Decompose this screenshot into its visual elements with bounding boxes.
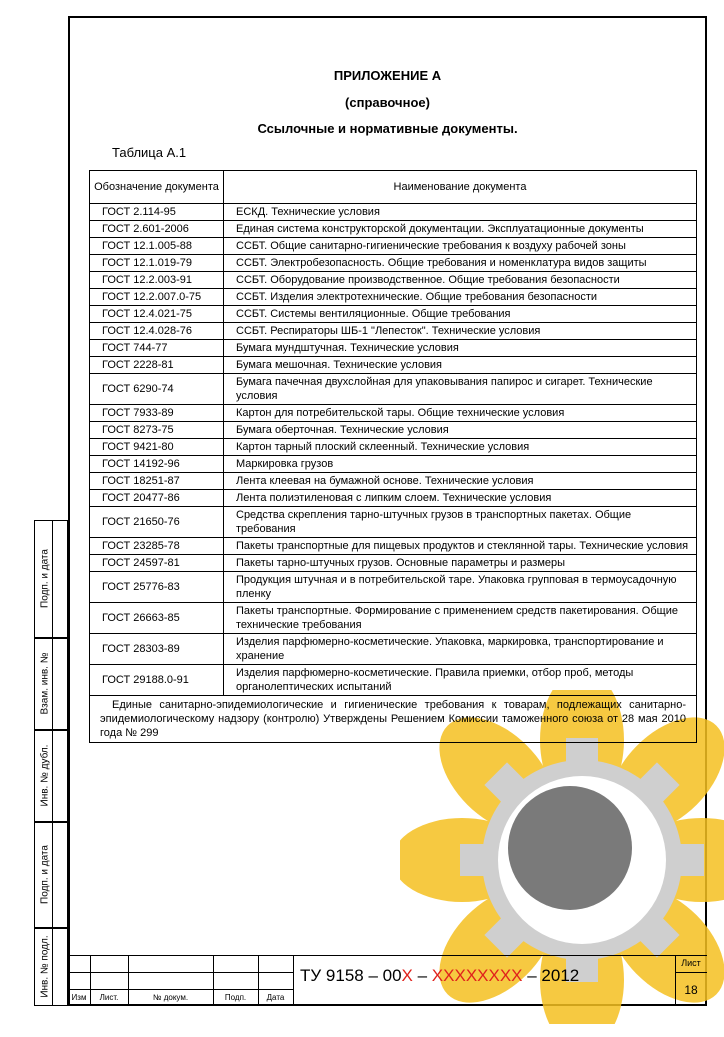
table-row [90, 255, 697, 272]
document-code: ТУ 9158 – 00Х – ХХХХХХХХ – 2012 [300, 966, 580, 985]
side-stamp [34, 520, 68, 1006]
table-row [90, 323, 697, 340]
table-row [90, 357, 697, 374]
table-row [90, 603, 697, 634]
table-header-row [90, 171, 697, 204]
table-row [90, 555, 697, 572]
doc-name-cell: Единая система конструкторской документации. Эксплуатационные документы [224, 221, 697, 238]
table-row [90, 634, 697, 665]
page-title: Ссылочные и нормативные документы. [257, 121, 518, 136]
doc-code-cell: ГОСТ 12.2.007.0-75 [90, 289, 224, 306]
doc-name-cell: Бумага пачечная двухслойная для упаковывания папирос и сигарет. Технические условия [224, 374, 697, 405]
table-row [90, 272, 697, 289]
table-caption: Таблица А.1 [112, 145, 187, 160]
doc-name-cell: Бумага оберточная. Технические условия [224, 422, 697, 439]
doc-code-cell: ГОСТ 7933-89 [90, 405, 224, 422]
doc-name-cell: ССБТ. Изделия электротехнические. Общие требования безопасности [224, 289, 697, 306]
doc-name-cell: ССБТ. Системы вентиляционные. Общие требования [224, 306, 697, 323]
table-row [90, 306, 697, 323]
doc-code-cell: ГОСТ 18251-87 [90, 473, 224, 490]
table-row [90, 374, 697, 405]
table-row [90, 507, 697, 538]
doc-code-cell: ГОСТ 24597-81 [90, 555, 224, 572]
doc-name-cell: Маркировка грузов [224, 456, 697, 473]
doc-name-cell: Изделия парфюмерно-косметические. Правила приемки, отбор проб, методы органолептических испытаний [224, 665, 697, 696]
doc-code-cell: ГОСТ 744-77 [90, 340, 224, 357]
doc-name-cell: Пакеты транспортные. Формирование с применением средств пакетирования. Общие технические требования [224, 603, 697, 634]
doc-code-cell: ГОСТ 9421-80 [90, 439, 224, 456]
table-row [90, 221, 697, 238]
sheet-number: 18 [684, 983, 698, 997]
col-header-code: Обозначение документа [90, 171, 224, 204]
table-row [90, 490, 697, 507]
table-row [90, 238, 697, 255]
table-row [90, 665, 697, 696]
documents-table [89, 170, 697, 743]
table-row [90, 422, 697, 439]
table-row [90, 439, 697, 456]
table-row [90, 204, 697, 221]
table-row [90, 473, 697, 490]
appendix-heading: ПРИЛОЖЕНИЕ А [333, 68, 442, 83]
doc-name-cell: Бумага мешочная. Технические условия [224, 357, 697, 374]
table-row [90, 456, 697, 473]
doc-name-cell: Пакеты тарно-штучных грузов. Основные параметры и размеры [224, 555, 697, 572]
appendix-type: (справочное) [345, 95, 430, 110]
col-header-name: Наименование документа [224, 171, 697, 204]
doc-name-cell: ССБТ. Общие санитарно-гигиенические требования к воздуху рабочей зоны [224, 238, 697, 255]
table-note: Единые санитарно-эпидемиологические и гигиенические требования к товарам, подлежащих санитарно-эпидемиологическому надзору (контролю) Утверждены Решением Комиссии таможенного союза от 28 мая 2010 года № 299 [90, 696, 697, 743]
doc-code-cell: ГОСТ 26663-85 [90, 603, 224, 634]
doc-code-cell: ГОСТ 6290-74 [90, 374, 224, 405]
doc-name-cell: Изделия парфюмерно-косметические. Упаковка, маркировка, транспортирование и хранение [224, 634, 697, 665]
doc-code-cell: ГОСТ 12.1.005-88 [90, 238, 224, 255]
stamp-sign: Подп. [224, 993, 247, 1002]
doc-name-cell: ЕСКД. Технические условия [224, 204, 697, 221]
side-label: Подп. и дата [39, 549, 51, 608]
stamp-list: Лист. [99, 993, 119, 1002]
table-row [90, 538, 697, 555]
side-label: Подп. и дата [39, 845, 51, 904]
doc-name-cell: ССБТ. Электробезопасность. Общие требования и номенклатура видов защиты [224, 255, 697, 272]
doc-name-cell: Лента клеевая на бумажной основе. Технические условия [224, 473, 697, 490]
doc-code-cell: ГОСТ 2.601-2006 [90, 221, 224, 238]
doc-code-cell: ГОСТ 14192-96 [90, 456, 224, 473]
doc-code-cell: ГОСТ 12.4.021-75 [90, 306, 224, 323]
doc-name-cell: Картон тарный плоский склеенный. Технические условия [224, 439, 697, 456]
side-label: Инв. № подл. [39, 935, 51, 998]
doc-name-cell: ССБТ. Оборудование производственное. Общие требования безопасности [224, 272, 697, 289]
table-row [90, 405, 697, 422]
stamp-izm: Изм [71, 993, 87, 1002]
table-row [90, 289, 697, 306]
stamp-date: Дата [266, 993, 285, 1002]
stamp-doc-no: № докум. [152, 993, 189, 1002]
doc-code-cell: ГОСТ 21650-76 [90, 507, 224, 538]
doc-name-cell: Бумага мундштучная. Технические условия [224, 340, 697, 357]
table-row [90, 340, 697, 357]
doc-name-cell: Пакеты транспортные для пищевых продуктов и стеклянной тары. Технические условия [224, 538, 697, 555]
doc-code-cell: ГОСТ 25776-83 [90, 572, 224, 603]
doc-code-cell: ГОСТ 8273-75 [90, 422, 224, 439]
doc-code-cell: ГОСТ 12.4.028-76 [90, 323, 224, 340]
doc-name-cell: Картон для потребительской тары. Общие технические условия [224, 405, 697, 422]
doc-code-cell: ГОСТ 12.1.019-79 [90, 255, 224, 272]
doc-code-cell: ГОСТ 20477-86 [90, 490, 224, 507]
side-cell-orig-inv [34, 928, 68, 1006]
doc-code-cell: ГОСТ 2.114-95 [90, 204, 224, 221]
side-label: Инв. № дубл. [39, 744, 51, 807]
doc-code-cell: ГОСТ 23285-78 [90, 538, 224, 555]
doc-name-cell: Средства скрепления тарно-штучных грузов в транспортных пакетах. Общие требования [224, 507, 697, 538]
table-row [90, 572, 697, 603]
doc-code-cell: ГОСТ 2228-81 [90, 357, 224, 374]
sheet-label: Лист [681, 958, 701, 968]
doc-code-cell: ГОСТ 28303-89 [90, 634, 224, 665]
doc-name-cell: Продукция штучная и в потребительской таре. Упаковка групповая в термоусадочную пленку [224, 572, 697, 603]
side-label: Взам. инв. № [39, 652, 51, 715]
table-note-row [90, 696, 697, 743]
doc-name-cell: ССБТ. Респираторы ШБ-1 "Лепесток". Технические условия [224, 323, 697, 340]
doc-code-cell: ГОСТ 12.2.003-91 [90, 272, 224, 289]
doc-code-cell: ГОСТ 29188.0-91 [90, 665, 224, 696]
doc-name-cell: Лента полиэтиленовая с липким слоем. Технические условия [224, 490, 697, 507]
